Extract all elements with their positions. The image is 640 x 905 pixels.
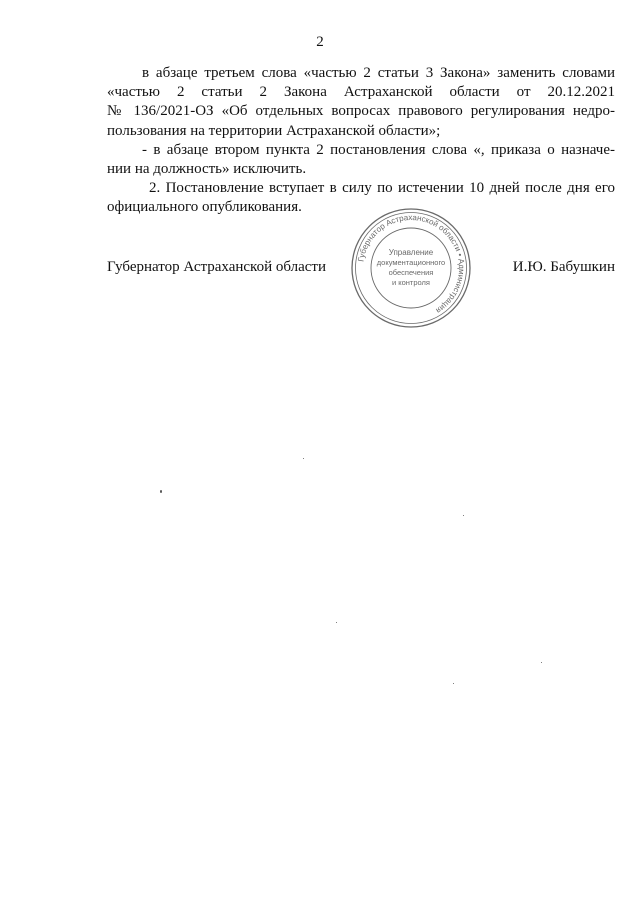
scan-speck <box>463 515 464 516</box>
text-line: «частью 2 статьи 2 Закона Астраханской области от 20.12.2021 <box>107 84 615 101</box>
text-line: 2. Постановление вступает в силу по истечении 10 дней после дня его <box>149 180 615 197</box>
official-stamp <box>350 207 472 329</box>
stamp-ring-text: Губернатор Астраханской области • Администрация <box>356 212 467 316</box>
text-line: № 136/2021-ОЗ «Об отдельных вопросах правового регулирования недро- <box>107 103 615 120</box>
scan-speck <box>336 622 337 623</box>
paragraph-amendment-third-abzac <box>107 64 615 141</box>
scan-speck <box>160 490 162 493</box>
text-line: нии на должность» исключить. <box>107 161 307 178</box>
stamp-center-line: и контроля <box>391 278 431 287</box>
text-line: официального опубликования. <box>107 199 302 216</box>
text-line: пользования на территории Астраханской области»; <box>107 122 441 139</box>
stamp-center-line: Управление <box>388 248 434 257</box>
text-line: - в абзаце втором пункта 2 постановления слова «, приказа о назначе- <box>142 141 615 158</box>
stamp-center-line: обеспечения <box>388 268 434 277</box>
scan-speck <box>541 662 542 663</box>
stamp-seal <box>350 207 472 329</box>
text-line: в абзаце третьем слова «частью 2 статьи 3 Закона» заменить словами <box>142 65 615 81</box>
page-number: 2 <box>316 34 324 50</box>
signer-name: И.Ю. Бабушкин <box>512 259 615 275</box>
signer-title: Губернатор Астраханской области <box>107 259 327 275</box>
stamp-center-line: документационного <box>376 258 446 267</box>
document-body <box>107 64 615 218</box>
scan-speck <box>303 458 304 459</box>
scan-speck <box>453 683 454 684</box>
paragraph-amendment-second-abzac <box>107 141 615 179</box>
